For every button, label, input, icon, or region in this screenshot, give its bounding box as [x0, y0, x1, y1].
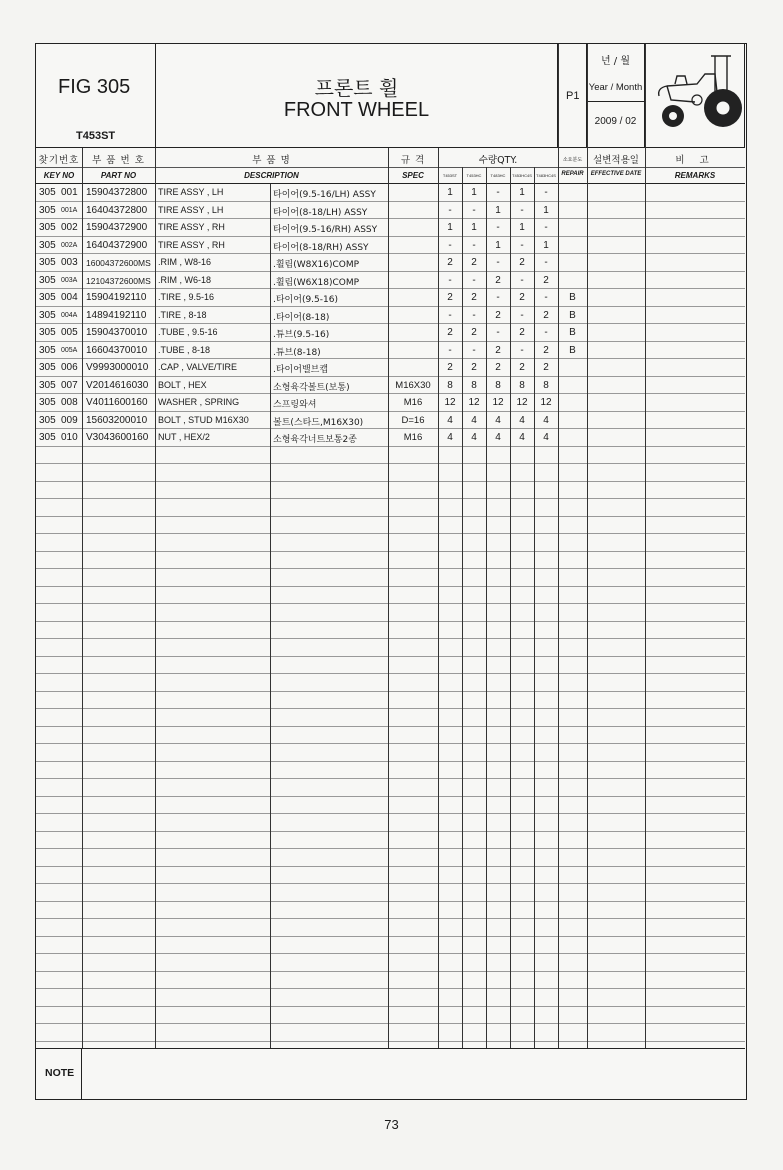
table-row: [36, 429, 745, 447]
table-row: [36, 394, 745, 412]
key-header: KEY NO: [43, 171, 75, 180]
qty-value: 1: [471, 187, 477, 198]
spec: M16: [403, 432, 423, 443]
fig-number: 305: [39, 414, 56, 426]
qty-value: -: [544, 327, 548, 338]
empty-row: [36, 902, 745, 920]
qty-value: 1: [447, 187, 453, 198]
qty-value: 2: [471, 292, 477, 303]
key-number: 004A: [61, 311, 78, 319]
qty-value: 4: [543, 432, 549, 443]
key-number: 002A: [61, 241, 78, 249]
qty-value: -: [520, 239, 524, 251]
note-label: NOTE: [36, 1049, 82, 1100]
qty-value: 1: [495, 204, 501, 216]
description-korean: 볼트(스타드,M16X30): [273, 417, 364, 428]
description: .TIRE , 9.5-16: [158, 292, 215, 302]
qty-value: -: [448, 309, 452, 321]
description-korean: 타이어(9.5-16/RH) ASSY: [273, 225, 378, 235]
year-month-english: Year / Month: [588, 82, 643, 93]
part-number: 14894192110: [86, 309, 147, 321]
qty-value: 12: [444, 397, 456, 408]
qty-value: 2: [495, 309, 501, 321]
qty-value: 12: [540, 397, 552, 408]
qty-value: -: [544, 222, 548, 233]
description-korean: .휠림(W6X18)COMP: [273, 277, 360, 288]
qty-value: -: [496, 292, 500, 303]
page-number: 73: [384, 1117, 399, 1132]
empty-row: [36, 517, 745, 535]
empty-row: [36, 937, 745, 955]
description-korean: .타이어(9.5-16): [273, 295, 338, 305]
empty-row: [36, 1024, 745, 1042]
qty-value: 4: [495, 432, 501, 443]
qty-value: -: [496, 327, 500, 338]
empty-row: [36, 499, 745, 517]
description-korean: .튜브(9.5-16): [273, 330, 330, 340]
empty-row: [36, 482, 745, 500]
description: .CAP , VALVE/TIRE: [158, 362, 238, 372]
qty-model-4: T453HC4S: [512, 173, 532, 178]
description-korean: 타이어(8-18/RH) ASSY: [273, 242, 369, 253]
table-row: [36, 307, 745, 325]
column-headers: [36, 148, 745, 184]
page-label: P1: [566, 90, 580, 102]
title-cell: [156, 44, 558, 148]
table-row: [36, 324, 745, 342]
spec: M16: [403, 397, 423, 408]
fig-number: 305: [39, 309, 56, 321]
model-name: T453ST: [76, 130, 116, 142]
qty-value: 8: [471, 379, 477, 391]
empty-row: [36, 674, 745, 692]
qty-value: 12: [492, 397, 504, 408]
empty-row: [36, 464, 745, 482]
spec-header-korean: 규 격: [400, 155, 426, 166]
description-korean: .타이어(8-18): [273, 312, 330, 323]
key-header-korean: 찾기번호: [38, 155, 80, 166]
part-number: 15904192110: [86, 292, 147, 303]
repair-header: REPAIR: [561, 171, 584, 177]
empty-row: [36, 762, 745, 780]
part-header-korean: 부 품 번 호: [92, 155, 145, 166]
key-number: 003A: [61, 276, 78, 284]
qty-value: 4: [471, 432, 477, 443]
fig-number: 305: [39, 327, 56, 338]
description: .RIM , W6-18: [158, 274, 212, 285]
key-number: 004: [61, 292, 78, 303]
fig-number: 305: [39, 362, 56, 373]
key-number: 005A: [61, 346, 78, 354]
qty-value: -: [520, 344, 524, 356]
qty-value: 4: [519, 414, 525, 426]
qty-value: 2: [543, 362, 549, 373]
qty-value: 4: [495, 414, 501, 426]
qty-value: 2: [519, 327, 525, 338]
description: .TIRE , 8-18: [158, 309, 207, 320]
empty-row: [36, 779, 745, 797]
key-number: 001: [61, 187, 78, 198]
qty-value: 8: [543, 379, 549, 391]
fig-number: 305: [39, 222, 56, 233]
empty-row: [36, 447, 745, 465]
qty-value: -: [520, 274, 524, 286]
description: .TUBE , 9.5-16: [158, 327, 218, 337]
qty-value: 12: [468, 397, 480, 408]
qty-value: 1: [519, 187, 525, 198]
qty-value: 1: [519, 222, 525, 233]
effective-date-header: EFFECTIVE DATE: [590, 171, 642, 177]
description-header-korean: 부 품 명: [252, 155, 291, 166]
qty-value: -: [472, 274, 476, 286]
year-month-korean: 년 / 월: [600, 56, 631, 67]
description: .RIM , W8-16: [158, 257, 212, 267]
description-korean: 소형육각볼트(보통): [273, 382, 350, 393]
qty-value: 4: [447, 414, 453, 426]
key-number: 005: [61, 327, 78, 338]
key-number: 002: [61, 222, 78, 233]
table-row: [36, 219, 745, 237]
part-number: V2014616030: [86, 379, 149, 391]
qty-value: -: [544, 292, 548, 303]
part-number: 16404372800: [86, 204, 148, 216]
qty-value: 4: [471, 414, 477, 426]
empty-row: [36, 552, 745, 570]
qty-value: 2: [471, 362, 477, 373]
part-number: 16404372900: [86, 239, 148, 251]
qty-value: 2: [471, 257, 477, 268]
table-row: [36, 342, 745, 360]
part-number: V4011600160: [86, 397, 148, 408]
qty-value: -: [472, 344, 476, 356]
qty-value: -: [544, 257, 548, 268]
part-number: 15904372900: [86, 222, 148, 233]
part-number: 12104372600MS: [86, 275, 151, 286]
key-number: 006: [61, 362, 78, 373]
empty-row: [36, 884, 745, 902]
qty-value: 8: [495, 379, 501, 391]
qty-value: 2: [447, 362, 453, 373]
qty-value: 2: [471, 327, 477, 338]
part-number: 15904370010: [86, 327, 148, 338]
parts-sheet: [35, 43, 747, 1100]
qty-value: 2: [519, 292, 525, 303]
table-row: [36, 237, 745, 255]
fig-number: 305: [39, 379, 56, 391]
qty-value: 4: [519, 432, 525, 443]
key-number: 008: [61, 397, 78, 408]
table-row: [36, 184, 745, 202]
empty-row: [36, 832, 745, 850]
qty-value: 2: [495, 274, 501, 286]
qty-value: 1: [543, 239, 549, 251]
description: BOLT , STUD M16X30: [158, 414, 249, 425]
empty-row: [36, 622, 745, 640]
qty-value: 4: [543, 414, 549, 426]
qty-value: -: [496, 187, 500, 198]
fig-number: 305: [39, 257, 56, 268]
description: TIRE ASSY , RH: [158, 239, 225, 250]
table-row: [36, 359, 745, 377]
spec: M16X30: [395, 379, 431, 391]
repair-header-korean: 소요분도: [562, 157, 583, 163]
qty-value: 2: [543, 344, 549, 356]
qty-value: 1: [471, 222, 477, 233]
description-korean: 타이어(8-18/LH) ASSY: [273, 207, 368, 218]
qty-value: -: [448, 239, 452, 251]
qty-value: 2: [519, 257, 525, 268]
description: BOLT , HEX: [158, 379, 207, 390]
qty-model-2: T453HC: [466, 173, 482, 178]
fig-number: 305: [39, 239, 56, 251]
spec-header: SPEC: [402, 171, 424, 180]
qty-value: 2: [447, 327, 453, 338]
key-number: 001A: [61, 206, 78, 214]
empty-row: [36, 727, 745, 745]
empty-row: [36, 692, 745, 710]
qty-value: -: [520, 309, 524, 321]
remarks-header-korean: 비 고: [675, 155, 715, 166]
key-number: 009: [61, 414, 78, 426]
qty-value: 12: [516, 397, 528, 408]
issue-date: 2009 / 02: [594, 116, 637, 127]
qty-value: 2: [495, 362, 501, 373]
table-row: [36, 289, 745, 307]
qty-value: -: [448, 204, 452, 216]
year-month-cell: [587, 44, 645, 148]
empty-row: [36, 989, 745, 1007]
qty-value: 2: [447, 257, 453, 268]
spec: D=16: [401, 414, 425, 426]
fig-number: 305: [39, 274, 56, 286]
part-number: 16004372600MS: [86, 258, 151, 268]
remarks-header: REMARKS: [674, 171, 716, 180]
empty-row: [36, 657, 745, 675]
description: TIRE ASSY , LH: [158, 204, 224, 215]
fig-number: 305: [39, 204, 56, 216]
qty-value: -: [544, 187, 548, 198]
qty-model-3: T483HC: [490, 173, 506, 178]
quantity-header: 수량QTY.: [478, 155, 518, 166]
part-number: 15603200010: [86, 414, 148, 426]
qty-value: 2: [519, 362, 525, 373]
repair-code: B: [569, 344, 576, 356]
description-korean: .휠림(W8X16)COMP: [273, 260, 360, 270]
key-number: 010: [61, 432, 78, 443]
empty-row: [36, 1007, 745, 1025]
figure-number: FIG 305: [58, 76, 131, 98]
part-number: 16604370010: [86, 344, 148, 356]
repair-code: B: [569, 309, 576, 321]
qty-value: 4: [447, 432, 453, 443]
description-korean: .타이어밸브캡: [273, 365, 329, 375]
qty-value: -: [496, 257, 500, 268]
empty-row: [36, 534, 745, 552]
description-korean: 스프링와셔: [273, 400, 317, 410]
note-section: [36, 1048, 745, 1099]
figure-cell: [36, 44, 156, 148]
qty-model-1: T453ST: [442, 173, 458, 178]
fig-number: 305: [39, 432, 56, 443]
qty-value: -: [496, 222, 500, 233]
qty-value: 2: [495, 344, 501, 356]
sheet-header: [36, 44, 745, 148]
qty-value: 1: [543, 204, 549, 216]
description-header: DESCRIPTION: [244, 171, 299, 180]
part-number: V9993000010: [86, 362, 149, 373]
empty-row: [36, 867, 745, 885]
empty-row: [36, 797, 745, 815]
title-english: FRONT WHEEL: [283, 99, 430, 121]
key-number: 007: [61, 379, 78, 391]
empty-row: [36, 972, 745, 990]
fig-number: 305: [39, 344, 56, 356]
table-row: [36, 272, 745, 290]
fig-number: 305: [39, 187, 56, 198]
table-row: [36, 254, 745, 272]
qty-value: -: [472, 239, 476, 251]
tractor-illustration-icon: [645, 44, 745, 148]
qty-value: 2: [543, 309, 549, 321]
table-row: [36, 202, 745, 220]
key-number: 003: [61, 257, 78, 268]
page-cell: [558, 44, 587, 148]
title-korean: 프론트 휠: [314, 76, 399, 100]
qty-value: -: [448, 274, 452, 286]
qty-value: 1: [447, 222, 453, 233]
table-row: [36, 412, 745, 430]
empty-row: [36, 639, 745, 657]
description-korean: 타이어(9.5-16/LH) ASSY: [273, 190, 376, 200]
table-row: [36, 377, 745, 395]
qty-value: 2: [447, 292, 453, 303]
qty-value: -: [472, 309, 476, 321]
empty-row: [36, 919, 745, 937]
repair-code: B: [569, 292, 576, 303]
description-korean: 소형육각너트보통2종: [273, 435, 357, 445]
empty-row: [36, 569, 745, 587]
empty-row: [36, 744, 745, 762]
qty-value: 8: [447, 379, 453, 391]
part-number: 15904372800: [86, 187, 148, 198]
qty-value: 8: [519, 379, 525, 391]
empty-row: [36, 954, 745, 972]
effective-date-header-korean: 설변적용일: [593, 155, 639, 166]
qty-value: 2: [543, 274, 549, 286]
empty-row: [36, 709, 745, 727]
empty-row: [36, 849, 745, 867]
qty-value: 1: [495, 239, 501, 251]
part-header: PART NO: [100, 171, 137, 180]
description-korean: .튜브(8-18): [273, 347, 321, 358]
fig-number: 305: [39, 292, 56, 303]
description: .TUBE , 8-18: [158, 344, 211, 355]
repair-code: B: [569, 327, 576, 338]
qty-model-5: T483HC4S: [536, 173, 556, 178]
description: WASHER , SPRING: [158, 397, 240, 407]
fig-number: 305: [39, 397, 56, 408]
qty-value: -: [448, 344, 452, 356]
empty-row: [36, 587, 745, 605]
qty-value: -: [472, 204, 476, 216]
empty-row: [36, 604, 745, 622]
description: TIRE ASSY , RH: [158, 222, 225, 232]
description: TIRE ASSY , LH: [158, 187, 224, 197]
empty-row: [36, 814, 745, 832]
description: NUT , HEX/2: [158, 432, 210, 442]
part-number: V3043600160: [86, 432, 149, 443]
qty-value: -: [520, 204, 524, 216]
